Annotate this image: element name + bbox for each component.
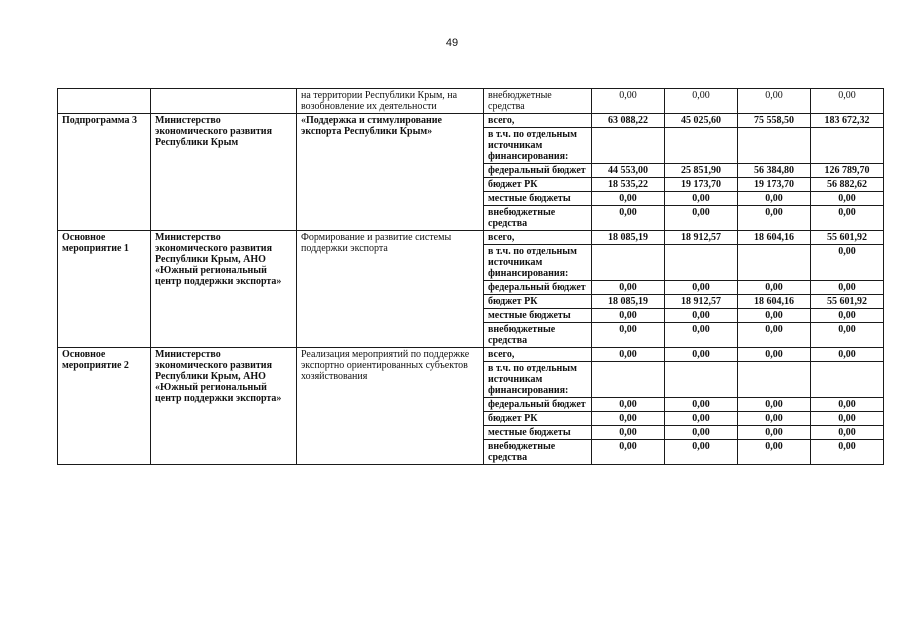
value-cell: 55 601,92 (811, 231, 884, 245)
level-cell: Основное мероприятие 2 (58, 348, 151, 465)
page-number: 49 (445, 37, 459, 49)
funding-source-cell: всего, (484, 231, 592, 245)
value-cell (738, 245, 811, 281)
funding-source-cell: всего, (484, 348, 592, 362)
value-cell: 44 553,00 (592, 164, 665, 178)
value-cell (738, 128, 811, 164)
executor-cell: Министерство экономического развития Республики Крым, АНО «Южный региональный центр поддержки экспорта» (151, 348, 297, 465)
value-cell (592, 362, 665, 398)
value-cell: 0,00 (811, 281, 884, 295)
value-cell: 0,00 (592, 192, 665, 206)
value-cell: 0,00 (592, 89, 665, 114)
value-cell: 56 882,62 (811, 178, 884, 192)
measure-name-cell: на территории Республики Крым, на возобновление их деятельности (297, 89, 484, 114)
value-cell: 19 173,70 (665, 178, 738, 192)
value-cell: 25 851,90 (665, 164, 738, 178)
value-cell: 0,00 (592, 348, 665, 362)
funding-source-cell: внебюджетные средства (484, 206, 592, 231)
value-cell: 63 088,22 (592, 114, 665, 128)
value-cell: 0,00 (738, 426, 811, 440)
level-cell: Основное мероприятие 1 (58, 231, 151, 348)
funding-source-cell: федеральный бюджет (484, 281, 592, 295)
value-cell: 0,00 (738, 89, 811, 114)
value-cell (811, 362, 884, 398)
level-cell (58, 89, 151, 114)
measure-name-cell: Реализация мероприятий по поддержке экспортно ориентированных субъектов хозяйствования (297, 348, 484, 465)
value-cell: 45 025,60 (665, 114, 738, 128)
value-cell: 18 912,57 (665, 231, 738, 245)
funding-source-cell: местные бюджеты (484, 309, 592, 323)
value-cell: 0,00 (592, 206, 665, 231)
value-cell: 0,00 (592, 412, 665, 426)
table-row (58, 231, 884, 245)
value-cell: 19 173,70 (738, 178, 811, 192)
value-cell: 0,00 (665, 323, 738, 348)
value-cell: 0,00 (811, 309, 884, 323)
value-cell: 75 558,50 (738, 114, 811, 128)
value-cell: 0,00 (665, 309, 738, 323)
value-cell: 0,00 (665, 206, 738, 231)
value-cell: 18 535,22 (592, 178, 665, 192)
value-cell: 0,00 (738, 206, 811, 231)
value-cell (738, 362, 811, 398)
value-cell: 0,00 (665, 426, 738, 440)
value-cell: 0,00 (811, 398, 884, 412)
value-cell (665, 245, 738, 281)
value-cell: 0,00 (811, 89, 884, 114)
value-cell: 0,00 (811, 323, 884, 348)
value-cell: 0,00 (665, 440, 738, 465)
value-cell: 0,00 (738, 192, 811, 206)
executor-cell: Министерство экономического развития Республики Крым (151, 114, 297, 231)
funding-source-cell: бюджет РК (484, 412, 592, 426)
value-cell: 0,00 (738, 348, 811, 362)
value-cell: 0,00 (738, 309, 811, 323)
value-cell: 0,00 (811, 440, 884, 465)
funding-source-cell: в т.ч. по отдельным источникам финансирования: (484, 245, 592, 281)
executor-cell (151, 89, 297, 114)
measure-name-cell: Формирование и развитие системы поддержки экспорта (297, 231, 484, 348)
executor-cell: Министерство экономического развития Республики Крым, АНО «Южный региональный центр поддержки экспорта» (151, 231, 297, 348)
value-cell (665, 362, 738, 398)
value-cell: 0,00 (665, 348, 738, 362)
funding-source-cell: внебюджетные средства (484, 440, 592, 465)
level-cell: Подпрограмма 3 (58, 114, 151, 231)
funding-source-cell: в т.ч. по отдельным источникам финансирования: (484, 362, 592, 398)
funding-source-cell: внебюджетные средства (484, 323, 592, 348)
value-cell: 0,00 (665, 398, 738, 412)
funding-source-cell: внебюджетные средства (484, 89, 592, 114)
table-row (58, 348, 884, 362)
value-cell: 0,00 (738, 281, 811, 295)
value-cell: 0,00 (665, 89, 738, 114)
funding-source-cell: бюджет РК (484, 295, 592, 309)
value-cell: 0,00 (738, 412, 811, 426)
value-cell: 0,00 (592, 281, 665, 295)
value-cell: 18 604,16 (738, 231, 811, 245)
value-cell: 0,00 (811, 348, 884, 362)
value-cell: 0,00 (811, 206, 884, 231)
value-cell: 0,00 (665, 192, 738, 206)
value-cell (811, 128, 884, 164)
value-cell: 0,00 (811, 245, 884, 281)
funding-source-cell: всего, (484, 114, 592, 128)
value-cell: 0,00 (592, 426, 665, 440)
value-cell: 0,00 (811, 426, 884, 440)
value-cell: 0,00 (592, 323, 665, 348)
value-cell: 18 085,19 (592, 231, 665, 245)
funding-table-body (58, 89, 884, 465)
table-row-continuation (58, 89, 884, 114)
value-cell: 0,00 (738, 323, 811, 348)
funding-source-cell: федеральный бюджет (484, 164, 592, 178)
value-cell (592, 128, 665, 164)
funding-source-cell: бюджет РК (484, 178, 592, 192)
value-cell: 0,00 (738, 398, 811, 412)
table-row (58, 114, 884, 128)
value-cell: 126 789,70 (811, 164, 884, 178)
value-cell: 0,00 (811, 412, 884, 426)
funding-table (57, 88, 884, 465)
value-cell: 56 384,80 (738, 164, 811, 178)
value-cell: 0,00 (592, 440, 665, 465)
value-cell: 0,00 (592, 398, 665, 412)
value-cell: 0,00 (665, 412, 738, 426)
value-cell: 18 085,19 (592, 295, 665, 309)
funding-source-cell: местные бюджеты (484, 192, 592, 206)
value-cell: 18 604,16 (738, 295, 811, 309)
value-cell: 18 912,57 (665, 295, 738, 309)
funding-source-cell: в т.ч. по отдельным источникам финансирования: (484, 128, 592, 164)
value-cell: 0,00 (738, 440, 811, 465)
funding-source-cell: местные бюджеты (484, 426, 592, 440)
funding-source-cell: федеральный бюджет (484, 398, 592, 412)
value-cell: 0,00 (592, 309, 665, 323)
value-cell: 0,00 (665, 281, 738, 295)
value-cell (592, 245, 665, 281)
value-cell: 55 601,92 (811, 295, 884, 309)
measure-name-cell: «Поддержка и стимулирование экспорта Республики Крым» (297, 114, 484, 231)
value-cell (665, 128, 738, 164)
value-cell: 183 672,32 (811, 114, 884, 128)
value-cell: 0,00 (811, 192, 884, 206)
